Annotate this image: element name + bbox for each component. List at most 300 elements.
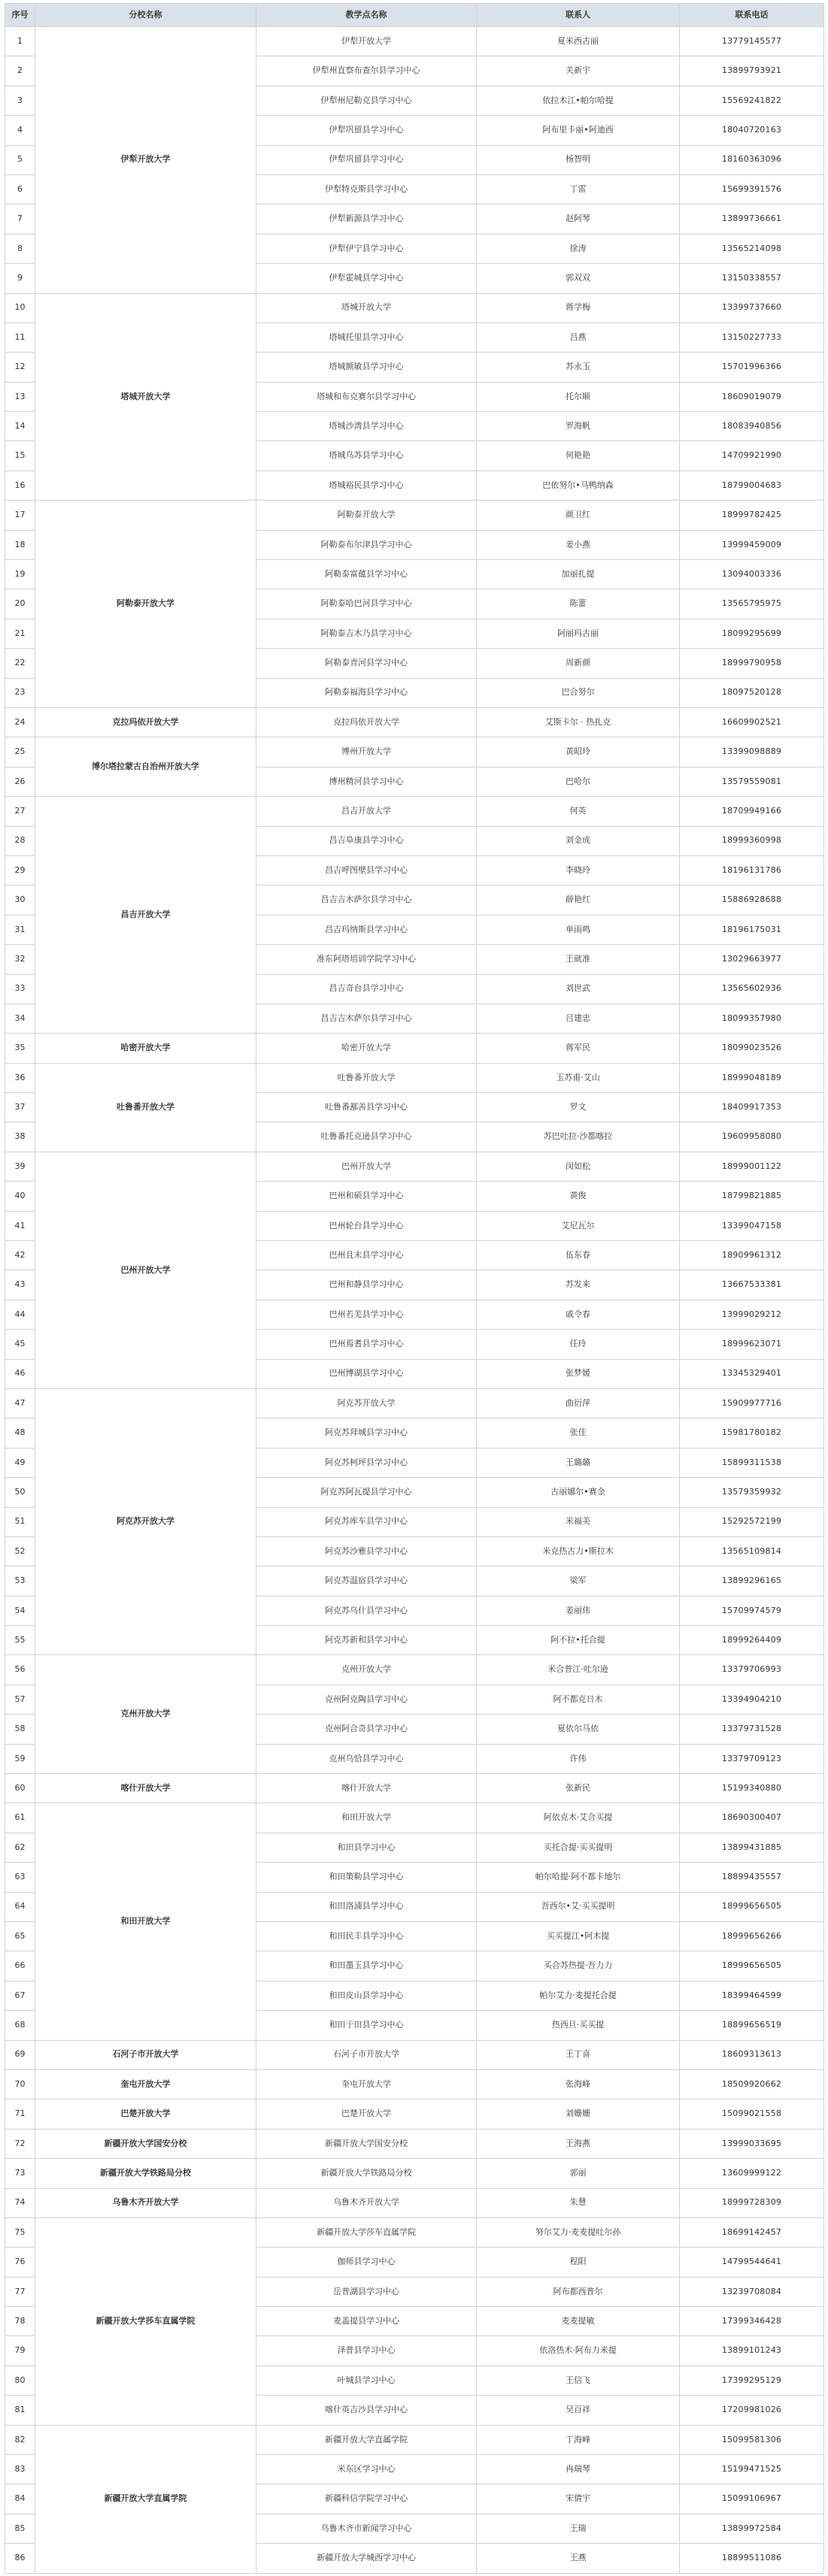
cell-teaching-point: 新疆开放大学莎车直属学院 <box>256 2217 477 2247</box>
cell-index: 68 <box>5 2011 35 2040</box>
cell-teaching-point: 岳普湖县学习中心 <box>256 2277 477 2306</box>
cell-teaching-point: 和田民丰县学习中心 <box>256 1922 477 1951</box>
cell-contact: 吾西尔•艾·买买提明 <box>477 1892 680 1921</box>
cell-index: 69 <box>5 2040 35 2069</box>
cell-phone: 13094003336 <box>680 560 824 589</box>
cell-contact: 丁海峰 <box>477 2425 680 2454</box>
cell-phone: 13150338557 <box>680 264 824 293</box>
cell-teaching-point: 巴州博湖县学习中心 <box>256 1359 477 1388</box>
cell-school: 哈密开放大学 <box>35 1034 256 1063</box>
cell-phone: 18099023526 <box>680 1034 824 1063</box>
cell-phone: 13899101243 <box>680 2336 824 2366</box>
cell-index: 19 <box>5 560 35 589</box>
cell-contact: 王就准 <box>477 945 680 974</box>
cell-contact: 戚令春 <box>477 1300 680 1329</box>
table-row <box>5 27 824 56</box>
cell-index: 81 <box>5 2396 35 2425</box>
cell-phone: 18160363096 <box>680 145 824 174</box>
cell-teaching-point: 巴州和硕县学习中心 <box>256 1182 477 1211</box>
cell-index: 71 <box>5 2099 35 2129</box>
cell-school: 新疆开放大学莎车直属学院 <box>35 2217 256 2425</box>
cell-school: 昌吉开放大学 <box>35 797 256 1034</box>
cell-teaching-point: 巴州焉耆县学习中心 <box>256 1330 477 1359</box>
cell-index: 57 <box>5 1685 35 1714</box>
cell-contact: 郭双双 <box>477 264 680 293</box>
cell-contact: 加丽扎提 <box>477 560 680 589</box>
cell-index: 58 <box>5 1715 35 1744</box>
cell-phone: 17399295129 <box>680 2366 824 2395</box>
cell-teaching-point: 和田县学习中心 <box>256 1833 477 1862</box>
cell-index: 37 <box>5 1093 35 1122</box>
cell-phone: 13345329401 <box>680 1359 824 1388</box>
cell-contact: 罗文 <box>477 1093 680 1122</box>
cell-index: 50 <box>5 1478 35 1507</box>
cell-teaching-point: 塔城裕民县学习中心 <box>256 471 477 500</box>
cell-index: 39 <box>5 1152 35 1181</box>
cell-school: 新疆开放大学铁路局分校 <box>35 2159 256 2188</box>
cell-contact: 刘姗姗 <box>477 2099 680 2129</box>
cell-phone: 18709949166 <box>680 797 824 826</box>
cell-phone: 18999782425 <box>680 501 824 530</box>
cell-contact: 伍东春 <box>477 1241 680 1270</box>
cell-contact: 黄俊 <box>477 1182 680 1211</box>
cell-contact: 麦麦提敏 <box>477 2307 680 2336</box>
table-row <box>5 2425 824 2454</box>
cell-index: 66 <box>5 1951 35 1981</box>
cell-teaching-point: 巴州且末县学习中心 <box>256 1241 477 1270</box>
cell-teaching-point: 博州精河县学习中心 <box>256 767 477 796</box>
cell-school: 克州开放大学 <box>35 1655 256 1774</box>
cell-school: 伊犁开放大学 <box>35 27 256 294</box>
cell-teaching-point: 新疆开放大学铁路局分校 <box>256 2159 477 2188</box>
cell-index: 53 <box>5 1566 35 1596</box>
cell-contact: 王海燕 <box>477 2129 680 2158</box>
cell-phone: 15909977716 <box>680 1388 824 1418</box>
cell-contact: 依拉木江•帕尔哈提 <box>477 86 680 115</box>
cell-teaching-point: 阿克苏阿瓦提县学习中心 <box>256 1478 477 1507</box>
cell-index: 21 <box>5 619 35 648</box>
cell-phone: 18099357980 <box>680 1003 824 1033</box>
cell-contact: 米合普江·吐尔逊 <box>477 1655 680 1685</box>
cell-teaching-point: 塔城额敏县学习中心 <box>256 353 477 382</box>
cell-index: 36 <box>5 1063 35 1092</box>
cell-phone: 13899431885 <box>680 1833 824 1862</box>
cell-teaching-point: 克州阿克陶县学习中心 <box>256 1685 477 1714</box>
cell-phone: 18999728309 <box>680 2188 824 2217</box>
cell-index: 79 <box>5 2336 35 2366</box>
contact-table <box>5 3 824 2574</box>
cell-phone: 18999790958 <box>680 649 824 678</box>
cell-phone: 13394904210 <box>680 1685 824 1714</box>
cell-contact: 王丁喜 <box>477 2040 680 2069</box>
cell-index: 27 <box>5 797 35 826</box>
cell-contact: 单雨鸣 <box>477 915 680 944</box>
cell-school: 新疆开放大学直属学院 <box>35 2425 256 2573</box>
cell-phone: 15099106967 <box>680 2484 824 2514</box>
cell-contact: 苏发来 <box>477 1270 680 1300</box>
cell-contact: 宋倩宇 <box>477 2484 680 2514</box>
cell-teaching-point: 塔城沙湾县学习中心 <box>256 412 477 441</box>
cell-phone: 15899311538 <box>680 1448 824 1477</box>
cell-contact: 陈蕾 <box>477 589 680 619</box>
table-row <box>5 1034 824 1063</box>
cell-index: 70 <box>5 2069 35 2099</box>
cell-contact: 朱慧 <box>477 2188 680 2217</box>
cell-teaching-point: 新疆开放大学国安分校 <box>256 2129 477 2158</box>
cell-phone: 18799004683 <box>680 471 824 500</box>
cell-contact: 梁军 <box>477 1566 680 1596</box>
cell-index: 73 <box>5 2159 35 2188</box>
cell-teaching-point: 伊犁伊宁县学习中心 <box>256 234 477 263</box>
table-row <box>5 2129 824 2158</box>
cell-phone: 18999656266 <box>680 1922 824 1951</box>
cell-phone: 18899435557 <box>680 1863 824 1892</box>
cell-index: 29 <box>5 855 35 885</box>
cell-teaching-point: 阿勒泰吉木乃县学习中心 <box>256 619 477 648</box>
cell-phone: 18999048189 <box>680 1063 824 1092</box>
table-row <box>5 2217 824 2247</box>
table-header-row <box>5 4 824 27</box>
cell-phone: 13579359932 <box>680 1478 824 1507</box>
cell-phone: 18040720163 <box>680 116 824 145</box>
cell-teaching-point: 喀什英吉沙县学习中心 <box>256 2396 477 2425</box>
cell-contact: 周新颜 <box>477 649 680 678</box>
cell-contact: 张梦媛 <box>477 1359 680 1388</box>
cell-contact: 程阳 <box>477 2248 680 2277</box>
cell-teaching-point: 泽普县学习中心 <box>256 2336 477 2366</box>
cell-contact: 丁雷 <box>477 174 680 204</box>
cell-school: 奎屯开放大学 <box>35 2069 256 2099</box>
cell-contact: 张新民 <box>477 1774 680 1803</box>
cell-contact: 赵阿琴 <box>477 204 680 234</box>
cell-index: 18 <box>5 530 35 559</box>
cell-phone: 18799821885 <box>680 1182 824 1211</box>
cell-phone: 18196131786 <box>680 855 824 885</box>
cell-contact: 巴合努尔 <box>477 678 680 707</box>
cell-phone: 15292572199 <box>680 1507 824 1536</box>
cell-phone: 14799544641 <box>680 2248 824 2277</box>
cell-phone: 18999264409 <box>680 1626 824 1655</box>
cell-contact: 许伟 <box>477 1744 680 1773</box>
table-row <box>5 2159 824 2188</box>
cell-teaching-point: 米东区学习中心 <box>256 2455 477 2484</box>
table-row <box>5 1803 824 1833</box>
cell-phone: 15981780182 <box>680 1418 824 1448</box>
cell-index: 84 <box>5 2484 35 2514</box>
cell-teaching-point: 奎屯开放大学 <box>256 2069 477 2099</box>
cell-contact: 何英 <box>477 797 680 826</box>
cell-index: 42 <box>5 1241 35 1270</box>
cell-teaching-point: 阿勒泰开放大学 <box>256 501 477 530</box>
cell-contact: 王瑞 <box>477 2514 680 2543</box>
cell-index: 60 <box>5 1774 35 1803</box>
cell-teaching-point: 昌吉玛纳斯县学习中心 <box>256 915 477 944</box>
cell-index: 38 <box>5 1122 35 1152</box>
table-row <box>5 2040 824 2069</box>
cell-school: 乌鲁木齐开放大学 <box>35 2188 256 2217</box>
cell-index: 45 <box>5 1330 35 1359</box>
cell-teaching-point: 伽师县学习中心 <box>256 2248 477 2277</box>
cell-contact: 艾尼瓦尔 <box>477 1211 680 1240</box>
cell-teaching-point: 阿勒泰福海县学习中心 <box>256 678 477 707</box>
table-row <box>5 2188 824 2217</box>
cell-teaching-point: 伊犁州尼勒克县学习中心 <box>256 86 477 115</box>
cell-teaching-point: 昌吉吉木萨尔县学习中心 <box>256 1003 477 1033</box>
cell-teaching-point: 克拉玛依开放大学 <box>256 707 477 737</box>
cell-school: 塔城开放大学 <box>35 293 256 501</box>
cell-teaching-point: 塔城和布克赛尔县学习中心 <box>256 382 477 411</box>
cell-index: 22 <box>5 649 35 678</box>
cell-contact: 姜丽伟 <box>477 1596 680 1625</box>
cell-contact: 吕建忠 <box>477 1003 680 1033</box>
cell-phone: 18097520128 <box>680 678 824 707</box>
cell-index: 1 <box>5 27 35 56</box>
cell-teaching-point: 昌吉开放大学 <box>256 797 477 826</box>
cell-index: 75 <box>5 2217 35 2247</box>
cell-phone: 18409917353 <box>680 1093 824 1122</box>
cell-phone: 13565795975 <box>680 589 824 619</box>
cell-contact: 努尔艾力·麦麦提吐尔孙 <box>477 2217 680 2247</box>
cell-phone: 18196175031 <box>680 915 824 944</box>
cell-phone: 15199471525 <box>680 2455 824 2484</box>
cell-index: 83 <box>5 2455 35 2484</box>
cell-phone: 16609902521 <box>680 707 824 737</box>
col-header-phone: 联系电话 <box>680 4 824 27</box>
cell-teaching-point: 昌吉阜康县学习中心 <box>256 826 477 855</box>
cell-phone: 13399737660 <box>680 293 824 322</box>
cell-teaching-point: 阿勒泰哈巴河县学习中心 <box>256 589 477 619</box>
cell-contact: 刘世武 <box>477 974 680 1003</box>
cell-teaching-point: 阿克苏库车县学习中心 <box>256 1507 477 1536</box>
cell-phone: 18099295699 <box>680 619 824 648</box>
cell-index: 67 <box>5 1981 35 2010</box>
cell-contact: 阿丽玛古丽 <box>477 619 680 648</box>
cell-index: 48 <box>5 1418 35 1448</box>
cell-index: 2 <box>5 56 35 86</box>
cell-index: 9 <box>5 264 35 293</box>
cell-teaching-point: 新疆开放大学城西学习中心 <box>256 2544 477 2573</box>
cell-phone: 13899793921 <box>680 56 824 86</box>
cell-contact: 何艳艳 <box>477 441 680 471</box>
cell-teaching-point: 喀什开放大学 <box>256 1774 477 1803</box>
cell-teaching-point: 博州开放大学 <box>256 737 477 767</box>
table-row <box>5 2099 824 2129</box>
cell-contact: 买合苏热提·吾力力 <box>477 1951 680 1981</box>
cell-phone: 13565109814 <box>680 1536 824 1566</box>
cell-contact: 姜小燕 <box>477 530 680 559</box>
table-body <box>5 27 824 2574</box>
cell-teaching-point: 石河子市开放大学 <box>256 2040 477 2069</box>
cell-phone: 18609019079 <box>680 382 824 411</box>
table-row <box>5 293 824 322</box>
cell-phone: 13999033695 <box>680 2129 824 2158</box>
cell-index: 46 <box>5 1359 35 1388</box>
cell-teaching-point: 阿勒泰青河县学习中心 <box>256 649 477 678</box>
cell-index: 20 <box>5 589 35 619</box>
cell-index: 74 <box>5 2188 35 2217</box>
cell-phone: 17399346428 <box>680 2307 824 2336</box>
cell-phone: 13899972584 <box>680 2514 824 2543</box>
cell-index: 62 <box>5 1833 35 1862</box>
cell-school: 阿克苏开放大学 <box>35 1388 256 1655</box>
cell-phone: 18909961312 <box>680 1241 824 1270</box>
cell-teaching-point: 麦盖提县学习中心 <box>256 2307 477 2336</box>
cell-index: 14 <box>5 412 35 441</box>
cell-phone: 13239708084 <box>680 2277 824 2306</box>
cell-teaching-point: 阿勒泰布尔津县学习中心 <box>256 530 477 559</box>
cell-teaching-point: 吐鲁番托克逊县学习中心 <box>256 1122 477 1152</box>
cell-school: 博尔塔拉蒙古自治州开放大学 <box>35 737 256 797</box>
cell-index: 49 <box>5 1448 35 1477</box>
cell-phone: 18899656519 <box>680 2011 824 2040</box>
cell-index: 61 <box>5 1803 35 1833</box>
cell-teaching-point: 塔城托里县学习中心 <box>256 322 477 352</box>
col-header-teaching-point: 教学点名称 <box>256 4 477 27</box>
cell-index: 8 <box>5 234 35 263</box>
cell-contact: 任玲 <box>477 1330 680 1359</box>
cell-index: 44 <box>5 1300 35 1329</box>
cell-teaching-point: 巴楚开放大学 <box>256 2099 477 2129</box>
col-header-contact: 联系人 <box>477 4 680 27</box>
cell-teaching-point: 和田开放大学 <box>256 1803 477 1833</box>
cell-teaching-point: 新疆开放大学直属学院 <box>256 2425 477 2454</box>
cell-teaching-point: 和田于田县学习中心 <box>256 2011 477 2040</box>
cell-index: 51 <box>5 1507 35 1536</box>
cell-phone: 13379709123 <box>680 1744 824 1773</box>
cell-teaching-point: 塔城乌苏县学习中心 <box>256 441 477 471</box>
cell-contact: 王璐璐 <box>477 1448 680 1477</box>
cell-contact: 阿不拉•托合提 <box>477 1626 680 1655</box>
cell-index: 77 <box>5 2277 35 2306</box>
cell-teaching-point: 阿勒泰富蕴县学习中心 <box>256 560 477 589</box>
cell-phone: 15099021558 <box>680 2099 824 2129</box>
cell-phone: 13565214098 <box>680 234 824 263</box>
cell-phone: 13029663977 <box>680 945 824 974</box>
cell-contact: 艾斯卡尔 · 热扎克 <box>477 707 680 737</box>
cell-contact: 王信飞 <box>477 2366 680 2395</box>
table-row <box>5 1063 824 1092</box>
cell-contact: 薛艳红 <box>477 885 680 915</box>
cell-phone: 13667533381 <box>680 1270 824 1300</box>
table-row <box>5 1152 824 1181</box>
cell-teaching-point: 和田皮山县学习中心 <box>256 1981 477 2010</box>
cell-contact: 买托合提·买买提明 <box>477 1833 680 1862</box>
cell-phone: 13999459009 <box>680 530 824 559</box>
cell-teaching-point: 克州开放大学 <box>256 1655 477 1685</box>
cell-index: 85 <box>5 2514 35 2543</box>
cell-teaching-point: 昌吉呼图壁县学习中心 <box>256 855 477 885</box>
cell-contact: 张佳 <box>477 1418 680 1448</box>
cell-phone: 15701996366 <box>680 353 824 382</box>
cell-contact: 买买提江•阿木提 <box>477 1922 680 1951</box>
cell-index: 32 <box>5 945 35 974</box>
cell-contact: 张海峰 <box>477 2069 680 2099</box>
cell-index: 40 <box>5 1182 35 1211</box>
cell-index: 25 <box>5 737 35 767</box>
cell-phone: 13379706993 <box>680 1655 824 1685</box>
cell-school: 新疆开放大学国安分校 <box>35 2129 256 2158</box>
cell-index: 59 <box>5 1744 35 1773</box>
cell-phone: 18699142457 <box>680 2217 824 2247</box>
cell-index: 11 <box>5 322 35 352</box>
cell-teaching-point: 吐鲁番鄯善县学习中心 <box>256 1093 477 1122</box>
cell-teaching-point: 塔城开放大学 <box>256 293 477 322</box>
cell-phone: 13379731528 <box>680 1715 824 1744</box>
cell-phone: 18509920662 <box>680 2069 824 2099</box>
cell-phone: 18690300407 <box>680 1803 824 1833</box>
cell-index: 31 <box>5 915 35 944</box>
cell-contact: 刘金成 <box>477 826 680 855</box>
cell-contact: 巴依努尔•马鸭纳森 <box>477 471 680 500</box>
cell-contact: 帕尔艾力·麦提托合提 <box>477 1981 680 2010</box>
cell-contact: 闵如松 <box>477 1152 680 1181</box>
cell-contact: 关新宇 <box>477 56 680 86</box>
cell-contact: 古丽娜尔•赛金 <box>477 1478 680 1507</box>
cell-teaching-point: 伊犁开放大学 <box>256 27 477 56</box>
cell-teaching-point: 阿克苏沙雅县学习中心 <box>256 1536 477 1566</box>
cell-teaching-point: 阿克苏新和县学习中心 <box>256 1626 477 1655</box>
cell-contact: 夏依尔马依 <box>477 1715 680 1744</box>
cell-index: 47 <box>5 1388 35 1418</box>
cell-contact: 冉瑞琴 <box>477 2455 680 2484</box>
cell-contact: 米克热古力•斯拉木 <box>477 1536 680 1566</box>
cell-teaching-point: 克州乌恰县学习中心 <box>256 1744 477 1773</box>
cell-phone: 18083940856 <box>680 412 824 441</box>
cell-contact: 曲衍萍 <box>477 1388 680 1418</box>
cell-school: 巴楚开放大学 <box>35 2099 256 2129</box>
cell-teaching-point: 阿克苏拜城县学习中心 <box>256 1418 477 1448</box>
cell-index: 24 <box>5 707 35 737</box>
cell-teaching-point: 昌吉吉木萨尔县学习中心 <box>256 885 477 915</box>
cell-index: 5 <box>5 145 35 174</box>
cell-contact: 王燕 <box>477 2544 680 2573</box>
cell-index: 64 <box>5 1892 35 1921</box>
cell-contact: 蒋军民 <box>477 1034 680 1063</box>
cell-index: 23 <box>5 678 35 707</box>
cell-teaching-point: 哈密开放大学 <box>256 1034 477 1063</box>
cell-index: 17 <box>5 501 35 530</box>
cell-contact: 托尔顺 <box>477 382 680 411</box>
cell-teaching-point: 吐鲁番开放大学 <box>256 1063 477 1092</box>
cell-teaching-point: 巴州若羌县学习中心 <box>256 1300 477 1329</box>
cell-contact: 帕尔哈提·阿不都卡地尔 <box>477 1863 680 1892</box>
cell-teaching-point: 乌鲁木齐市新闻学习中心 <box>256 2514 477 2543</box>
table-row <box>5 1388 824 1418</box>
cell-phone: 13150227733 <box>680 322 824 352</box>
cell-phone: 18999623071 <box>680 1330 824 1359</box>
cell-index: 86 <box>5 2544 35 2573</box>
cell-phone: 18999656505 <box>680 1892 824 1921</box>
cell-phone: 13399047158 <box>680 1211 824 1240</box>
cell-teaching-point: 伊犁特克斯县学习中心 <box>256 174 477 204</box>
table-row <box>5 1655 824 1685</box>
cell-index: 34 <box>5 1003 35 1033</box>
cell-index: 4 <box>5 116 35 145</box>
cell-teaching-point: 叶城县学习中心 <box>256 2366 477 2395</box>
cell-index: 43 <box>5 1270 35 1300</box>
cell-index: 13 <box>5 382 35 411</box>
cell-teaching-point: 巴州和静县学习中心 <box>256 1270 477 1300</box>
cell-contact: 阿布里卡丽•阿迪西 <box>477 116 680 145</box>
cell-phone: 13399098889 <box>680 737 824 767</box>
cell-school: 石河子市开放大学 <box>35 2040 256 2069</box>
cell-phone: 18609313613 <box>680 2040 824 2069</box>
cell-phone: 15699391576 <box>680 174 824 204</box>
cell-index: 54 <box>5 1596 35 1625</box>
cell-phone: 17209981026 <box>680 2396 824 2425</box>
cell-school: 阿勒泰开放大学 <box>35 501 256 708</box>
cell-contact: 阿不都克日木 <box>477 1685 680 1714</box>
